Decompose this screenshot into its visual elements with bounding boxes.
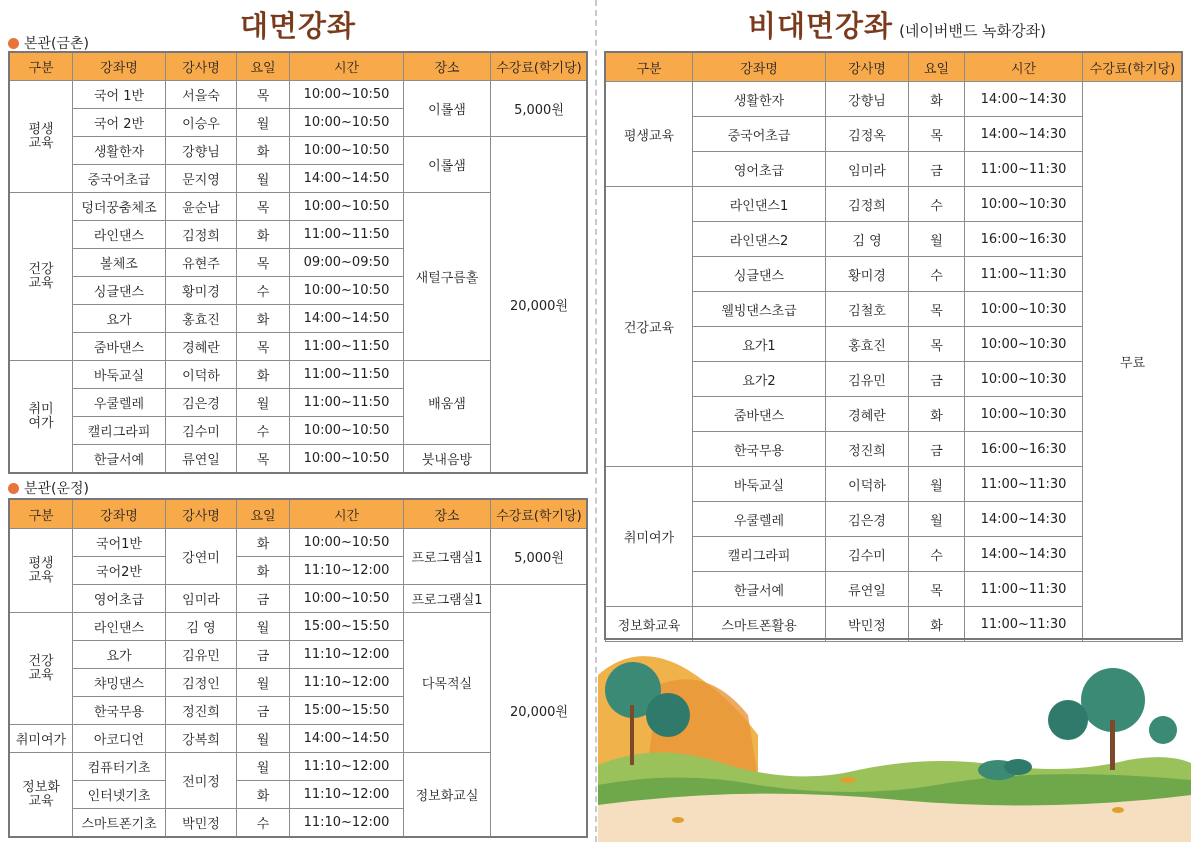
day-cell: 화	[237, 361, 290, 389]
bullet-dot-icon	[8, 38, 19, 49]
time-cell: 10:00~10:50	[290, 109, 404, 137]
course-cell: 바둑교실	[693, 467, 826, 502]
instructor-cell: 황미경	[826, 257, 909, 292]
time-cell: 11:00~11:30	[965, 152, 1083, 187]
day-cell: 월	[237, 669, 290, 697]
time-cell: 16:00~16:30	[965, 432, 1083, 467]
day-cell: 금	[909, 362, 965, 397]
category-cell: 건강 교육	[10, 193, 73, 361]
day-cell: 수	[237, 809, 290, 837]
header-time: 시간	[290, 53, 404, 81]
course-cell: 캘리그라피	[73, 417, 166, 445]
fee-cell: 무료	[1083, 82, 1183, 642]
header-time: 시간	[965, 53, 1083, 82]
day-cell: 화	[237, 305, 290, 333]
table-row	[10, 529, 588, 557]
header-fee: 수강료(학기당)	[1083, 53, 1183, 82]
course-cell: 인터넷기초	[73, 781, 166, 809]
category-cell: 취미여가	[10, 725, 73, 753]
header-time: 시간	[290, 500, 404, 529]
course-cell: 볼체조	[73, 249, 166, 277]
course-cell: 한글서예	[693, 572, 826, 607]
category-cell: 평생 교육	[10, 81, 73, 193]
fee-cell: 5,000원	[491, 81, 588, 137]
course-cell: 국어 1반	[73, 81, 166, 109]
category-cell: 정보화교육	[606, 607, 693, 642]
instructor-cell: 김정옥	[826, 117, 909, 152]
day-cell: 목	[909, 292, 965, 327]
place-cell: 이롤샘	[404, 81, 491, 137]
header-course: 강좌명	[73, 500, 166, 529]
time-cell: 14:00~14:50	[290, 165, 404, 193]
header-day: 요일	[237, 500, 290, 529]
course-cell: 캘리그라피	[693, 537, 826, 572]
time-cell: 11:10~12:00	[290, 641, 404, 669]
time-cell: 11:00~11:50	[290, 361, 404, 389]
day-cell: 화	[237, 221, 290, 249]
day-cell: 화	[909, 397, 965, 432]
course-cell: 덩더꿍춤체조	[73, 193, 166, 221]
instructor-cell: 박민정	[826, 607, 909, 642]
tree-trunk-shape	[1110, 720, 1115, 770]
instructor-cell: 강연미	[166, 529, 237, 585]
day-cell: 수	[237, 417, 290, 445]
time-cell: 10:00~10:50	[290, 81, 404, 109]
time-cell: 11:10~12:00	[290, 809, 404, 837]
time-cell: 11:10~12:00	[290, 753, 404, 781]
header-category: 구분	[10, 500, 73, 529]
section-divider	[595, 0, 597, 842]
page-title-inperson: 대면강좌	[240, 9, 357, 43]
tree-crown-shape	[1149, 716, 1177, 744]
instructor-cell: 임미라	[826, 152, 909, 187]
bush-shape	[1004, 759, 1032, 775]
category-cell: 취미여가	[606, 467, 693, 607]
course-cell: 요가1	[693, 327, 826, 362]
course-cell: 국어1반	[73, 529, 166, 557]
day-cell: 금	[909, 152, 965, 187]
instructor-cell: 홍효진	[166, 305, 237, 333]
day-cell: 월	[909, 467, 965, 502]
time-cell: 14:00~14:50	[290, 725, 404, 753]
category-cell: 취미 여가	[10, 361, 73, 473]
instructor-cell: 김수미	[166, 417, 237, 445]
instructor-cell: 경혜란	[826, 397, 909, 432]
place-cell: 배움샘	[404, 361, 491, 445]
time-cell: 11:00~11:50	[290, 389, 404, 417]
day-cell: 목	[237, 81, 290, 109]
header-instructor: 강사명	[166, 53, 237, 81]
section-label-main	[8, 33, 89, 53]
instructor-cell: 김수미	[826, 537, 909, 572]
online-title-text: 비대면강좌	[748, 9, 894, 43]
day-cell: 월	[237, 753, 290, 781]
header-place: 장소	[404, 53, 491, 81]
instructor-cell: 강향님	[826, 82, 909, 117]
day-cell: 목	[909, 117, 965, 152]
time-cell: 15:00~15:50	[290, 613, 404, 641]
place-cell: 붓내음방	[404, 445, 491, 473]
course-cell: 라인댄스2	[693, 222, 826, 257]
time-cell: 11:10~12:00	[290, 669, 404, 697]
course-cell: 싱글댄스	[73, 277, 166, 305]
course-cell: 라인댄스	[73, 221, 166, 249]
instructor-cell: 윤순남	[166, 193, 237, 221]
category-cell: 평생 교육	[10, 529, 73, 613]
instructor-cell: 김은경	[166, 389, 237, 417]
day-cell: 수	[909, 257, 965, 292]
online-subtitle: (네이버밴드 녹화강좌)	[899, 22, 1046, 40]
course-cell: 컴퓨터기초	[73, 753, 166, 781]
category-cell: 평생교육	[606, 82, 693, 187]
table-row	[10, 137, 588, 165]
header-course: 강좌명	[73, 53, 166, 81]
table-main-branch	[9, 52, 588, 473]
course-cell: 중국어초급	[693, 117, 826, 152]
day-cell: 화	[909, 82, 965, 117]
header-category: 구분	[10, 53, 73, 81]
time-cell: 10:00~10:50	[290, 585, 404, 613]
course-cell: 웰빙댄스초급	[693, 292, 826, 327]
time-cell: 11:00~11:50	[290, 221, 404, 249]
time-cell: 11:00~11:30	[965, 257, 1083, 292]
time-cell: 14:00~14:50	[290, 305, 404, 333]
instructor-cell: 홍효진	[826, 327, 909, 362]
day-cell: 월	[237, 613, 290, 641]
table-sub-branch	[9, 499, 588, 837]
time-cell: 10:00~10:50	[290, 277, 404, 305]
course-cell: 한글서예	[73, 445, 166, 473]
header-category: 구분	[606, 53, 693, 82]
time-cell: 14:00~14:30	[965, 117, 1083, 152]
header-place: 장소	[404, 500, 491, 529]
instructor-cell: 정진희	[826, 432, 909, 467]
fee-cell: 20,000원	[491, 585, 588, 837]
course-cell: 생활한자	[73, 137, 166, 165]
table-row	[10, 585, 588, 613]
course-cell: 요가	[73, 641, 166, 669]
instructor-cell: 강향님	[166, 137, 237, 165]
fee-cell: 20,000원	[491, 137, 588, 473]
course-cell: 챠밍댄스	[73, 669, 166, 697]
time-cell: 10:00~10:30	[965, 362, 1083, 397]
day-cell: 목	[909, 572, 965, 607]
landscape-illustration	[598, 645, 1191, 842]
table-header-row	[606, 53, 1183, 82]
time-cell: 14:00~14:30	[965, 82, 1083, 117]
day-cell: 화	[237, 137, 290, 165]
instructor-cell: 류연일	[166, 445, 237, 473]
day-cell: 월	[909, 222, 965, 257]
leaf-shape	[840, 777, 856, 783]
category-cell: 건강 교육	[10, 613, 73, 725]
day-cell: 수	[909, 187, 965, 222]
fee-cell: 5,000원	[491, 529, 588, 585]
time-cell: 15:00~15:50	[290, 697, 404, 725]
leaf-shape	[672, 817, 684, 823]
time-cell: 11:10~12:00	[290, 557, 404, 585]
time-cell: 10:00~10:50	[290, 137, 404, 165]
table-header-row	[10, 500, 588, 529]
course-cell: 스마트폰활용	[693, 607, 826, 642]
section-label-text: 분관(운정)	[24, 481, 90, 497]
day-cell: 목	[237, 333, 290, 361]
course-cell: 요가2	[693, 362, 826, 397]
day-cell: 금	[237, 585, 290, 613]
instructor-cell: 문지영	[166, 165, 237, 193]
place-cell: 이롤샘	[404, 137, 491, 193]
instructor-cell: 김 영	[166, 613, 237, 641]
day-cell: 수	[237, 277, 290, 305]
tree-trunk-shape	[630, 705, 634, 765]
instructor-cell: 김은경	[826, 502, 909, 537]
course-cell: 한국무용	[73, 697, 166, 725]
place-cell: 다목적실	[404, 613, 491, 753]
day-cell: 목	[909, 327, 965, 362]
place-cell: 프로그램실1	[404, 529, 491, 585]
course-cell: 우쿨렐레	[693, 502, 826, 537]
place-cell: 새털구름홀	[404, 193, 491, 361]
instructor-cell: 임미라	[166, 585, 237, 613]
time-cell: 09:00~09:50	[290, 249, 404, 277]
bullet-dot-icon	[8, 483, 19, 494]
day-cell: 월	[909, 502, 965, 537]
day-cell: 화	[237, 529, 290, 557]
time-cell: 10:00~10:30	[965, 292, 1083, 327]
table-header-row	[10, 53, 588, 81]
course-cell: 라인댄스	[73, 613, 166, 641]
time-cell: 11:00~11:30	[965, 467, 1083, 502]
course-cell: 바둑교실	[73, 361, 166, 389]
day-cell: 월	[237, 109, 290, 137]
instructor-cell: 경혜란	[166, 333, 237, 361]
header-day: 요일	[909, 53, 965, 82]
day-cell: 화	[237, 557, 290, 585]
time-cell: 11:10~12:00	[290, 781, 404, 809]
day-cell: 금	[909, 432, 965, 467]
page-title-online	[748, 4, 1046, 45]
leaf-shape	[1112, 807, 1124, 813]
course-cell: 한국무용	[693, 432, 826, 467]
instructor-cell: 박민정	[166, 809, 237, 837]
course-cell: 아코디언	[73, 725, 166, 753]
instructor-cell: 이승우	[166, 109, 237, 137]
place-cell: 프로그램실1	[404, 585, 491, 613]
course-cell: 스마트폰기초	[73, 809, 166, 837]
instructor-cell: 김정희	[826, 187, 909, 222]
place-cell: 정보화교실	[404, 753, 491, 837]
time-cell: 11:00~11:30	[965, 607, 1083, 642]
day-cell: 수	[909, 537, 965, 572]
header-instructor: 강사명	[826, 53, 909, 82]
instructor-cell: 김철호	[826, 292, 909, 327]
time-cell: 10:00~10:50	[290, 445, 404, 473]
time-cell: 10:00~10:30	[965, 187, 1083, 222]
day-cell: 화	[237, 781, 290, 809]
header-course: 강좌명	[693, 53, 826, 82]
day-cell: 목	[237, 193, 290, 221]
instructor-cell: 이덕하	[826, 467, 909, 502]
time-cell: 11:00~11:50	[290, 333, 404, 361]
category-cell: 정보화 교육	[10, 753, 73, 837]
day-cell: 월	[237, 725, 290, 753]
course-cell: 생활한자	[693, 82, 826, 117]
section-label-text: 본관(금촌)	[24, 36, 90, 52]
course-cell: 국어2반	[73, 557, 166, 585]
time-cell: 10:00~10:30	[965, 397, 1083, 432]
time-cell: 14:00~14:30	[965, 537, 1083, 572]
time-cell: 11:00~11:30	[965, 572, 1083, 607]
time-cell: 10:00~10:50	[290, 417, 404, 445]
instructor-cell: 전미정	[166, 753, 237, 809]
course-cell: 중국어초급	[73, 165, 166, 193]
tree-crown-shape	[1048, 700, 1088, 740]
course-cell: 줌바댄스	[73, 333, 166, 361]
time-cell: 10:00~10:50	[290, 529, 404, 557]
tree-crown-shape	[646, 693, 690, 737]
instructor-cell: 황미경	[166, 277, 237, 305]
day-cell: 금	[237, 641, 290, 669]
instructor-cell: 강복희	[166, 725, 237, 753]
table-row	[606, 82, 1183, 117]
header-fee: 수강료(학기당)	[491, 500, 588, 529]
time-cell: 10:00~10:30	[965, 327, 1083, 362]
course-cell: 싱글댄스	[693, 257, 826, 292]
instructor-cell: 김정인	[166, 669, 237, 697]
day-cell: 목	[237, 445, 290, 473]
day-cell: 금	[237, 697, 290, 725]
instructor-cell: 김유민	[826, 362, 909, 397]
time-cell: 10:00~10:50	[290, 193, 404, 221]
instructor-cell: 정진희	[166, 697, 237, 725]
header-fee: 수강료(학기당)	[491, 53, 588, 81]
day-cell: 월	[237, 389, 290, 417]
course-cell: 우쿨렐레	[73, 389, 166, 417]
instructor-cell: 서을숙	[166, 81, 237, 109]
instructor-cell: 류연일	[826, 572, 909, 607]
day-cell: 화	[909, 607, 965, 642]
instructor-cell: 김정희	[166, 221, 237, 249]
course-cell: 영어초급	[73, 585, 166, 613]
section-label-branch	[8, 478, 89, 498]
header-day: 요일	[237, 53, 290, 81]
instructor-cell: 유현주	[166, 249, 237, 277]
table-row	[10, 81, 588, 109]
course-cell: 영어초급	[693, 152, 826, 187]
category-cell: 건강교육	[606, 187, 693, 467]
course-cell: 라인댄스1	[693, 187, 826, 222]
course-cell: 줌바댄스	[693, 397, 826, 432]
instructor-cell: 김유민	[166, 641, 237, 669]
table-online	[605, 52, 1183, 642]
day-cell: 월	[237, 165, 290, 193]
time-cell: 16:00~16:30	[965, 222, 1083, 257]
course-cell: 요가	[73, 305, 166, 333]
header-instructor: 강사명	[166, 500, 237, 529]
instructor-cell: 이덕하	[166, 361, 237, 389]
time-cell: 14:00~14:30	[965, 502, 1083, 537]
course-cell: 국어 2반	[73, 109, 166, 137]
instructor-cell: 김 영	[826, 222, 909, 257]
day-cell: 목	[237, 249, 290, 277]
